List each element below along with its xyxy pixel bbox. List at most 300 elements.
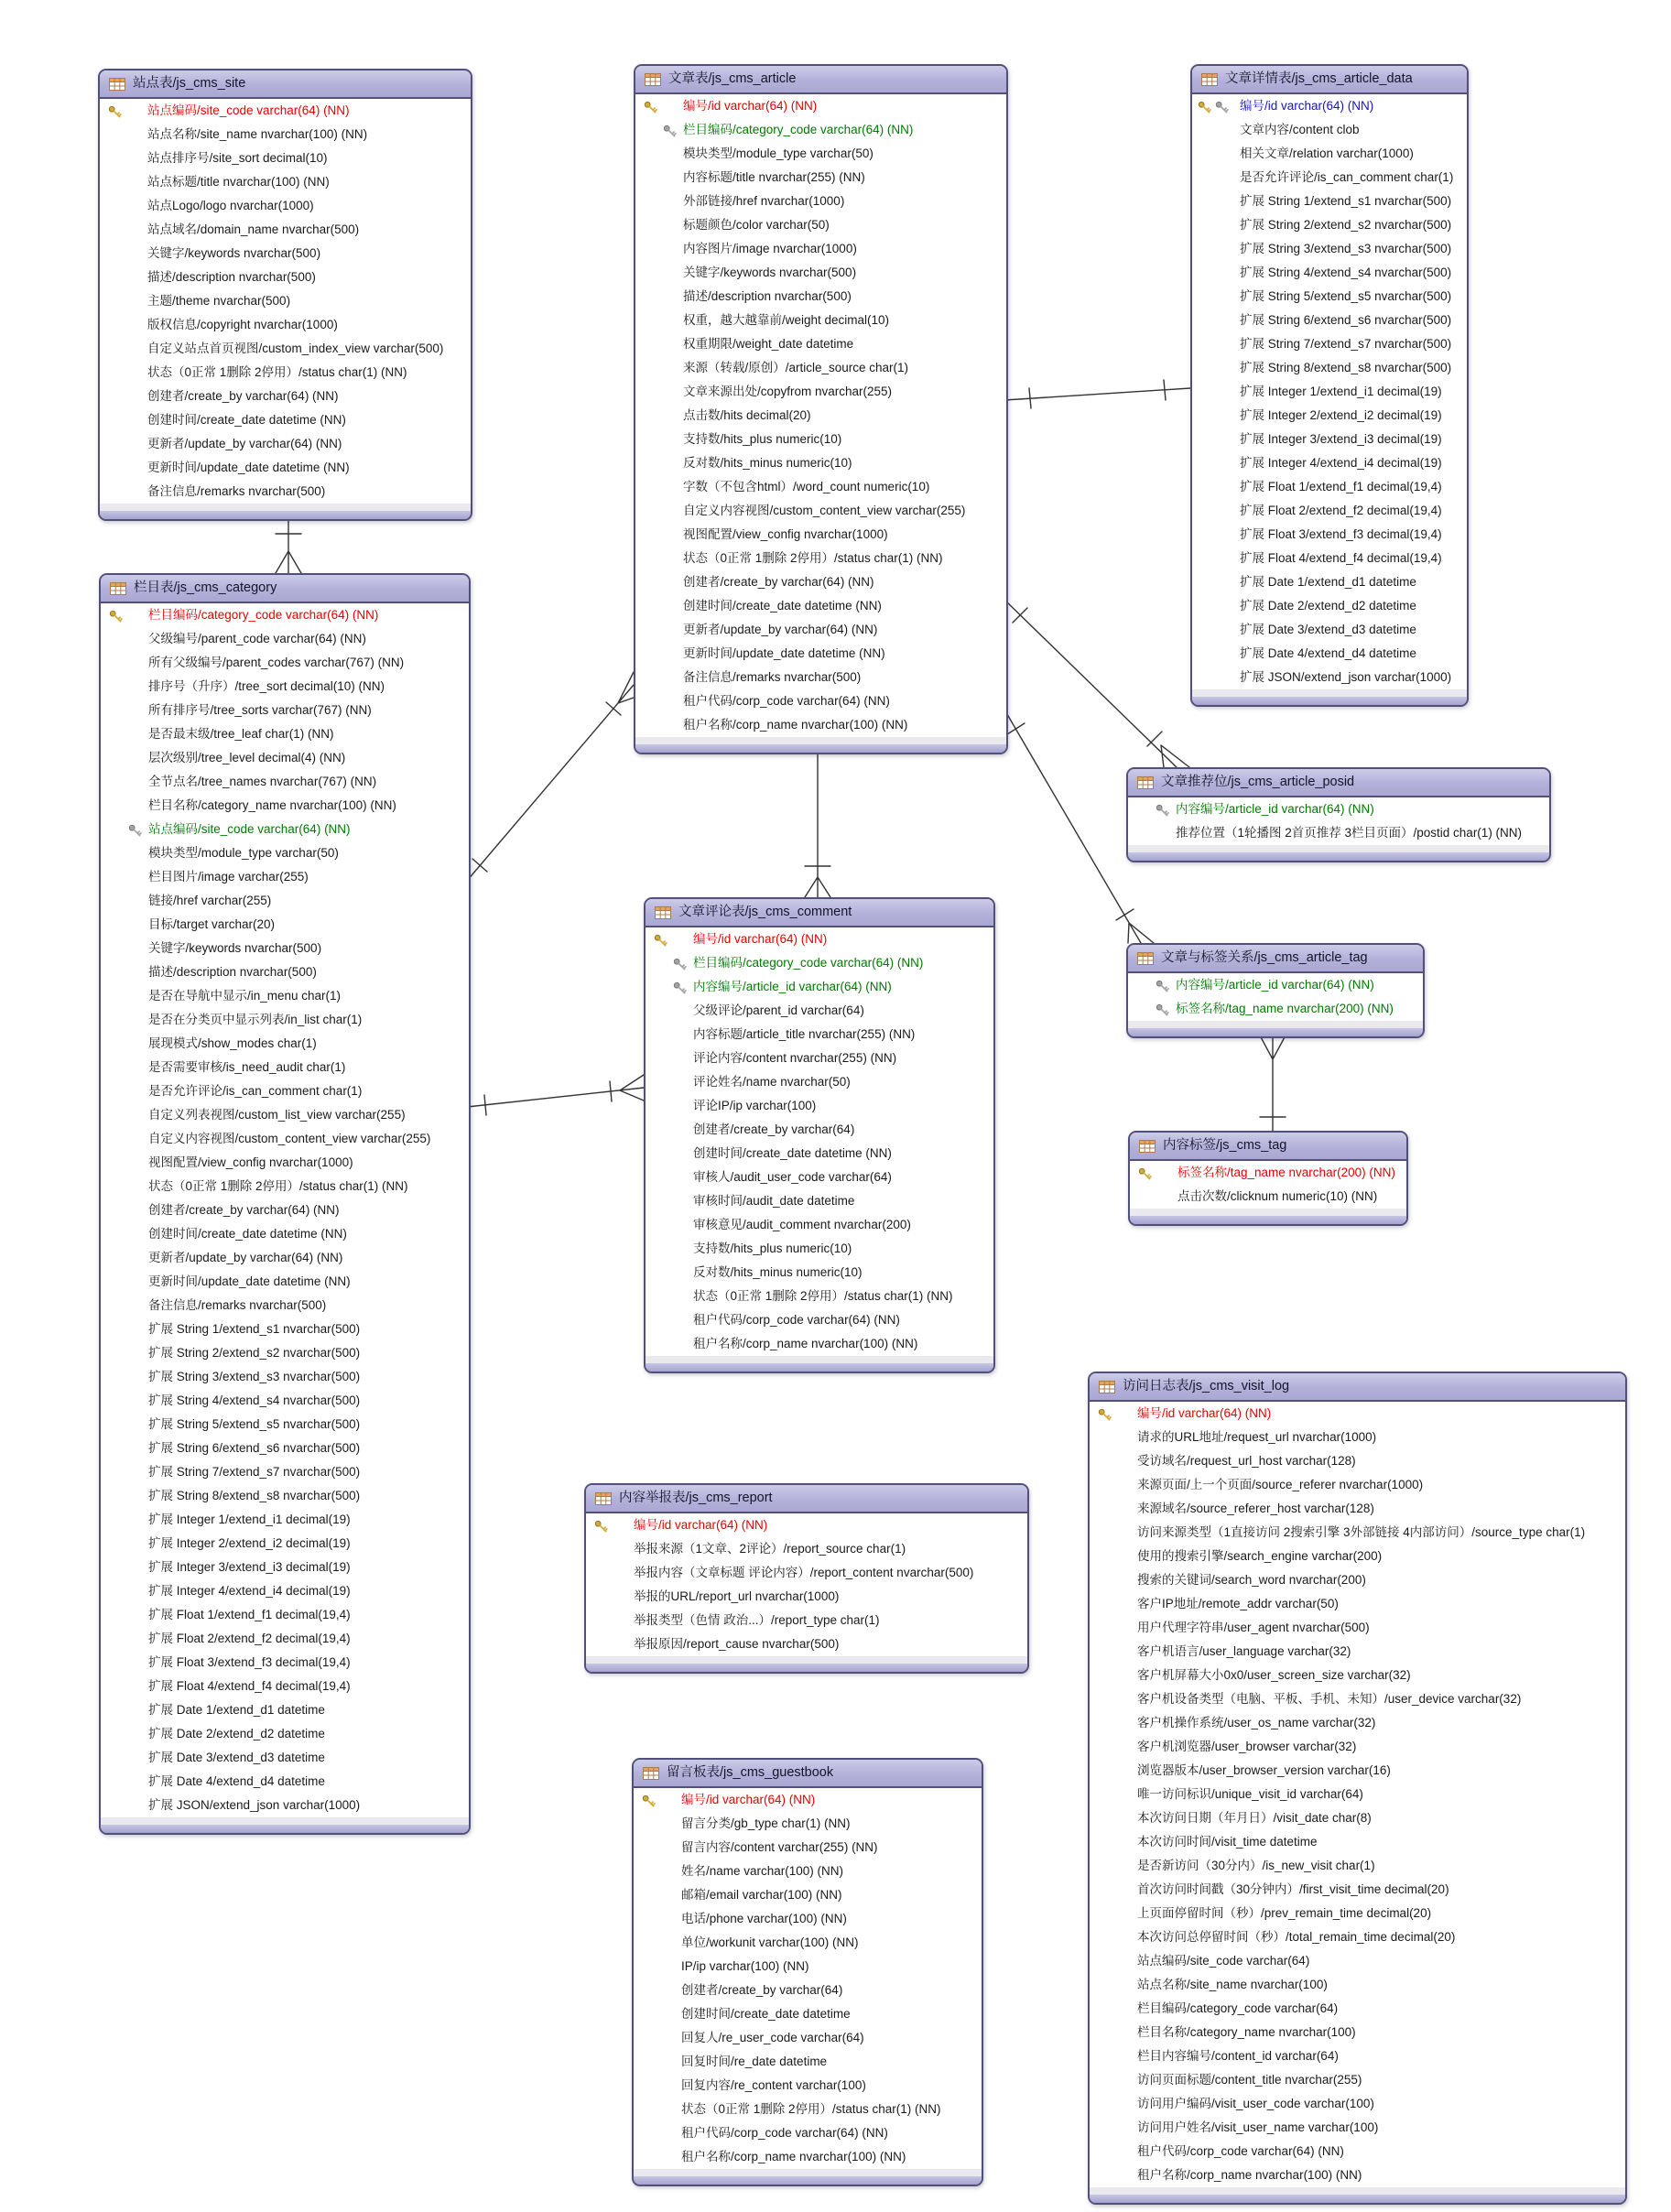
field-row[interactable] [634,1907,982,1931]
field-row[interactable] [101,1389,469,1413]
field-label: 站点编码/site_code varchar(64) [1137,1954,1310,1968]
field-row[interactable] [635,499,1006,523]
field-row[interactable] [1128,821,1549,845]
field-row[interactable] [635,618,1006,642]
field-row[interactable] [101,1127,469,1151]
field-label: 是否允许评论/is_can_comment char(1) [1240,170,1454,184]
field-row[interactable] [1192,570,1467,594]
field-row[interactable] [100,123,471,146]
field-row[interactable] [100,99,471,123]
field-row[interactable] [1128,797,1549,821]
field-row[interactable] [1090,1973,1625,1997]
field-label: 审核人/audit_user_code varchar(64) [693,1170,892,1184]
field-row[interactable] [1090,1687,1625,1711]
field-row[interactable] [101,1508,469,1532]
field-label: 更新时间/update_date datetime (NN) [147,461,350,474]
field-label: 标题颜色/color varchar(50) [683,218,830,232]
field-row[interactable] [100,432,471,456]
field-row[interactable] [646,927,993,951]
table-header[interactable] [634,1760,982,1788]
field-row[interactable] [101,1627,469,1651]
table-js_cms_comment[interactable] [644,897,995,1373]
field-row[interactable] [101,1460,469,1484]
table-header[interactable] [1128,945,1423,973]
field-row[interactable] [1192,237,1467,261]
field-label: 首次访问时间戳（30分钟内）/first_visit_time decimal(20) [1137,1882,1449,1896]
field-row[interactable] [1090,1402,1625,1426]
field-row[interactable] [646,1285,993,1308]
field-label: 创建者/create_by varchar(64) [693,1122,855,1136]
field-row[interactable] [1192,261,1467,285]
field-label: 栏目名称/category_name nvarchar(100) (NN) [148,798,396,812]
field-row[interactable] [635,332,1006,356]
field-row[interactable] [101,913,469,937]
field-row[interactable] [101,1032,469,1056]
relationship-article-articledata[interactable] [1004,380,1190,408]
field-row[interactable] [635,475,1006,499]
field-row[interactable] [101,1246,469,1270]
field-row[interactable] [101,960,469,984]
field-row[interactable] [634,1955,982,1979]
field-row[interactable] [101,1175,469,1198]
field-row[interactable] [1192,213,1467,237]
field-row[interactable] [101,1770,469,1794]
table-header[interactable] [1090,1373,1625,1402]
field-label: 客户IP地址/remote_addr varchar(50) [1137,1597,1339,1610]
field-row[interactable] [101,627,469,651]
field-row[interactable] [1192,142,1467,166]
table-js_cms_site[interactable] [98,69,472,521]
field-row[interactable] [1192,356,1467,380]
field-row[interactable] [635,213,1006,237]
field-label: 扩展 String 2/extend_s2 nvarchar(500) [1240,218,1452,232]
field-row[interactable] [635,451,1006,475]
field-row[interactable] [646,1189,993,1213]
field-label: 栏目编码/category_code varchar(64) (NN) [683,123,914,136]
field-row[interactable] [1090,1783,1625,1806]
field-row[interactable] [101,603,469,627]
field-row[interactable] [101,1294,469,1317]
field-row[interactable] [101,1484,469,1508]
field-label: 扩展 Date 1/extend_d1 datetime [148,1703,325,1717]
field-row[interactable] [101,1603,469,1627]
table-js_cms_article_tag[interactable] [1126,943,1425,1038]
field-row[interactable] [634,1836,982,1860]
field-row[interactable] [635,570,1006,594]
field-row[interactable] [101,1794,469,1817]
field-row[interactable] [634,2145,982,2169]
field-row[interactable] [1192,618,1467,642]
field-row[interactable] [646,1118,993,1142]
field-row[interactable] [1090,2116,1625,2140]
field-label: 扩展 String 1/extend_s1 nvarchar(500) [1240,194,1452,208]
field-row[interactable] [635,380,1006,404]
foreign-key-icon [1156,802,1169,816]
field-label: 更新者/update_by varchar(64) (NN) [683,623,878,636]
field-row[interactable] [101,1317,469,1341]
field-label: 编号/id varchar(64) (NN) [683,99,818,113]
field-row[interactable] [646,1308,993,1332]
field-label: 创建者/create_by varchar(64) (NN) [683,575,874,589]
field-row[interactable] [1090,1759,1625,1783]
primary-key-icon [644,99,657,113]
table-js_cms_article_posid[interactable] [1126,767,1551,862]
field-label: 自定义内容视图/custom_content_view varchar(255) [148,1132,431,1145]
field-row[interactable] [101,865,469,889]
field-row[interactable] [1090,1592,1625,1616]
table-footer-bar [586,1664,1027,1672]
field-label: 扩展 Integer 4/extend_i4 decimal(19) [148,1584,351,1598]
field-row[interactable] [1090,2092,1625,2116]
field-label: 审核意见/audit_comment nvarchar(200) [693,1218,911,1231]
field-row[interactable] [100,146,471,170]
field-label: 扩展 String 3/extend_s3 nvarchar(500) [1240,242,1452,255]
field-row[interactable] [635,356,1006,380]
table-header[interactable] [635,66,1006,94]
field-label: 扩展 String 8/extend_s8 nvarchar(500) [1240,361,1452,374]
field-row[interactable] [634,1860,982,1883]
table-js_cms_guestbook[interactable] [632,1758,983,2186]
field-label: 电话/phone varchar(100) (NN) [681,1912,847,1925]
field-label: 反对数/hits_minus numeric(10) [693,1265,863,1279]
field-label: 是否允许评论/is_can_comment char(1) [148,1084,363,1098]
field-row[interactable] [635,428,1006,451]
field-label: 编号/id varchar(64) (NN) [1240,99,1374,113]
field-row[interactable] [101,770,469,794]
field-row[interactable] [101,675,469,699]
table-header[interactable] [1128,769,1549,797]
field-row[interactable] [635,594,1006,618]
field-row[interactable] [646,951,993,975]
field-row[interactable] [635,237,1006,261]
field-row[interactable] [101,1151,469,1175]
primary-key-icon [654,932,667,946]
table-footer-strip [635,737,1006,744]
field-row[interactable] [586,1609,1027,1632]
field-row[interactable] [1090,1854,1625,1878]
field-row[interactable] [101,1532,469,1556]
field-row[interactable] [1128,973,1423,997]
field-row[interactable] [100,313,471,337]
field-row[interactable] [100,170,471,194]
field-row[interactable] [586,1537,1027,1561]
field-row[interactable] [646,999,993,1023]
field-row[interactable] [1090,2044,1625,2068]
field-row[interactable] [635,261,1006,285]
field-row[interactable] [1090,1616,1625,1640]
field-label: 扩展 Integer 1/extend_i1 decimal(19) [1240,385,1442,398]
field-row[interactable] [1090,1806,1625,1830]
table-header[interactable] [101,575,469,603]
table-js_cms_visit_log[interactable] [1088,1372,1627,2205]
field-row[interactable] [1090,1640,1625,1664]
field-row[interactable] [100,242,471,266]
field-row[interactable] [1090,1711,1625,1735]
table-js_cms_article[interactable] [634,64,1008,754]
field-row[interactable] [635,404,1006,428]
field-row[interactable] [101,1722,469,1746]
table-header[interactable] [646,899,993,927]
table-js_cms_category[interactable] [99,573,471,1835]
field-row[interactable] [101,699,469,722]
field-row[interactable] [101,1651,469,1675]
table-header[interactable] [1192,66,1467,94]
field-row[interactable] [1192,380,1467,404]
field-row[interactable] [1192,94,1467,118]
field-row[interactable] [101,818,469,841]
field-row[interactable] [101,937,469,960]
field-row[interactable] [586,1513,1027,1537]
field-row[interactable] [1192,523,1467,547]
field-label: 租户代码/corp_code varchar(64) (NN) [683,694,890,708]
field-row[interactable] [646,1332,993,1356]
field-row[interactable] [634,1883,982,1907]
field-row[interactable] [1192,190,1467,213]
field-row[interactable] [635,523,1006,547]
field-row[interactable] [646,1070,993,1094]
field-row[interactable] [101,1675,469,1698]
field-row[interactable] [634,2074,982,2098]
field-row[interactable] [101,794,469,818]
field-label: 站点编码/site_code varchar(64) (NN) [147,103,350,117]
field-label: 创建者/create_by varchar(64) (NN) [147,389,339,403]
field-row[interactable] [1090,1664,1625,1687]
field-row[interactable] [1192,332,1467,356]
table-js_cms_report[interactable] [584,1483,1029,1674]
field-row[interactable] [646,1213,993,1237]
field-label: 租户名称/corp_name nvarchar(100) (NN) [693,1337,918,1350]
field-row[interactable] [1090,2068,1625,2092]
field-row[interactable] [1192,594,1467,618]
field-label: 扩展 Date 3/extend_d3 datetime [148,1751,325,1764]
field-row[interactable] [646,1023,993,1046]
field-row[interactable] [101,1103,469,1127]
field-label: 扩展 JSON/extend_json varchar(1000) [1240,670,1452,684]
field-row[interactable] [1090,1568,1625,1592]
field-label: 租户代码/corp_code varchar(64) (NN) [681,2126,888,2140]
primary-key-icon [1098,1406,1112,1420]
field-row[interactable] [100,385,471,408]
field-row[interactable] [1090,1497,1625,1521]
table-icon [595,1492,612,1505]
table-footer-bar [634,2176,982,2185]
field-row[interactable] [101,1413,469,1437]
field-label: 创建者/create_by varchar(64) (NN) [148,1203,340,1217]
field-row[interactable] [646,1142,993,1166]
field-row[interactable] [646,1094,993,1118]
field-row[interactable] [100,266,471,289]
table-title: 文章与标签关系/js_cms_article_tag [1161,950,1368,965]
field-row[interactable] [100,289,471,313]
field-label: 站点名称/site_name nvarchar(100) (NN) [147,127,368,141]
table-header[interactable] [586,1485,1027,1513]
field-row[interactable] [634,2050,982,2074]
field-row[interactable] [100,408,471,432]
field-label: 状态（0正常 1删除 2停用）/status char(1) (NN) [681,2102,941,2116]
field-row[interactable] [635,94,1006,118]
field-label: 扩展 Integer 2/extend_i2 decimal(19) [1240,408,1442,422]
field-row[interactable] [634,1812,982,1836]
field-row[interactable] [101,1746,469,1770]
field-row[interactable] [1090,1426,1625,1449]
field-row[interactable] [1090,1545,1625,1568]
field-row[interactable] [1090,1735,1625,1759]
field-label: 创建时间/create_date datetime (NN) [683,599,882,613]
field-row[interactable] [101,1579,469,1603]
table-js_cms_article_data[interactable] [1190,64,1469,707]
field-row[interactable] [635,666,1006,689]
field-row[interactable] [101,1222,469,1246]
field-row[interactable] [1192,499,1467,523]
field-row[interactable] [634,2121,982,2145]
field-label: 扩展 Float 4/extend_f4 decimal(19,4) [148,1679,351,1693]
field-row[interactable] [100,480,471,504]
field-row[interactable] [100,218,471,242]
field-label: 是否在分类页中显示列表/in_list char(1) [148,1013,363,1026]
field-label: 扩展 String 2/extend_s2 nvarchar(500) [148,1346,361,1360]
field-label: 评论内容/content nvarchar(255) (NN) [693,1051,897,1065]
field-label: 访问来源类型（1直接访问 2搜索引擎 3外部链接 4内部访问）/source_type char(1) [1137,1525,1586,1539]
field-row[interactable] [635,713,1006,737]
field-label: 回复人/re_user_code varchar(64) [681,2031,864,2044]
field-row[interactable] [101,1056,469,1079]
field-label: 评论姓名/name nvarchar(50) [693,1075,851,1089]
field-row[interactable] [1090,2163,1625,2187]
table-icon [655,906,671,919]
field-row[interactable] [634,1979,982,2002]
field-row[interactable] [586,1561,1027,1585]
field-row[interactable] [101,984,469,1008]
table-icon [645,73,661,86]
table-header[interactable] [1130,1133,1406,1161]
field-row[interactable] [101,1556,469,1579]
field-row[interactable] [101,651,469,675]
relationship-article-posid[interactable] [1004,600,1189,767]
field-row[interactable] [634,1931,982,1955]
field-label: 扩展 String 4/extend_s4 nvarchar(500) [1240,266,1452,279]
table-js_cms_tag[interactable] [1128,1131,1408,1226]
field-row[interactable] [1090,1830,1625,1854]
field-row[interactable] [101,889,469,913]
field-row[interactable] [635,689,1006,713]
field-label: 创建者/create_by varchar(64) [681,1983,843,1997]
field-row[interactable] [101,1079,469,1103]
field-row[interactable] [101,1437,469,1460]
field-row[interactable] [1090,1949,1625,1973]
field-row[interactable] [101,1341,469,1365]
field-row[interactable] [1130,1185,1406,1209]
field-row[interactable] [1192,547,1467,570]
field-row[interactable] [1192,428,1467,451]
field-row[interactable] [1128,997,1423,1021]
field-row[interactable] [635,309,1006,332]
field-row[interactable] [634,1788,982,1812]
field-row[interactable] [1192,642,1467,666]
field-row[interactable] [1192,118,1467,142]
field-label: 扩展 Integer 2/extend_i2 decimal(19) [148,1536,351,1550]
field-label: 目标/target varchar(20) [148,917,276,931]
field-label: 扩展 Float 4/extend_f4 decimal(19,4) [1240,551,1442,565]
field-row[interactable] [1192,285,1467,309]
relationship-tag-articletag[interactable] [1260,1036,1286,1131]
relationship-site-category[interactable] [276,518,301,573]
field-row[interactable] [101,1365,469,1389]
field-row[interactable] [634,2026,982,2050]
field-row[interactable] [1192,451,1467,475]
field-row[interactable] [1090,1878,1625,1902]
field-row[interactable] [1090,1449,1625,1473]
field-row[interactable] [1192,166,1467,190]
field-row[interactable] [101,722,469,746]
field-label: 状态（0正常 1删除 2停用）/status char(1) (NN) [683,551,943,565]
field-row[interactable] [634,2098,982,2121]
field-row[interactable] [101,1698,469,1722]
field-row[interactable] [1192,404,1467,428]
field-row[interactable] [635,118,1006,142]
field-row[interactable] [646,975,993,999]
field-row[interactable] [101,1008,469,1032]
field-row[interactable] [1192,666,1467,689]
field-row[interactable] [100,194,471,218]
field-row[interactable] [635,642,1006,666]
relationship-category-comment[interactable] [467,1075,644,1115]
field-row[interactable] [100,361,471,385]
field-row[interactable] [646,1046,993,1070]
field-label: 编号/id varchar(64) (NN) [1137,1406,1272,1420]
relationship-category-article[interactable] [467,672,634,881]
field-row[interactable] [101,746,469,770]
field-label: 外部链接/href nvarchar(1000) [683,194,845,208]
field-row[interactable] [101,1198,469,1222]
field-row[interactable] [646,1166,993,1189]
field-row[interactable] [646,1237,993,1261]
field-row[interactable] [1090,1925,1625,1949]
field-row[interactable] [635,166,1006,190]
field-label: 客户机浏览器/user_browser varchar(32) [1137,1740,1357,1753]
field-row[interactable] [1192,475,1467,499]
field-row[interactable] [1090,2021,1625,2044]
field-row[interactable] [1192,309,1467,332]
field-label: 标签名称/tag_name nvarchar(200) (NN) [1177,1166,1395,1179]
field-row[interactable] [1090,1997,1625,2021]
field-row[interactable] [101,841,469,865]
field-row[interactable] [635,285,1006,309]
field-row[interactable] [1090,1902,1625,1925]
field-row[interactable] [635,142,1006,166]
field-row[interactable] [634,2002,982,2026]
field-row[interactable] [1090,1521,1625,1545]
field-label: 扩展 String 8/extend_s8 nvarchar(500) [148,1489,361,1502]
field-row[interactable] [586,1585,1027,1609]
field-row[interactable] [1090,2140,1625,2163]
field-row[interactable] [100,337,471,361]
field-label: 扩展 String 1/extend_s1 nvarchar(500) [148,1322,361,1336]
field-row[interactable] [1130,1161,1406,1185]
field-row[interactable] [586,1632,1027,1656]
field-row[interactable] [100,456,471,480]
field-row[interactable] [101,1270,469,1294]
table-header[interactable] [100,70,471,99]
field-row[interactable] [635,190,1006,213]
field-label: 推荐位置（1轮播图 2首页推荐 3栏目页面）/postid char(1) (NN) [1176,826,1523,840]
field-row[interactable] [1090,1473,1625,1497]
relationship-article-comment[interactable] [805,752,830,897]
field-row[interactable] [635,547,1006,570]
field-label: 备注信息/remarks nvarchar(500) [147,484,326,498]
field-label: 客户机屏幕大小0x0/user_screen_size varchar(32) [1137,1668,1411,1682]
field-row[interactable] [646,1261,993,1285]
field-label: 描述/description nvarchar(500) [148,965,317,979]
